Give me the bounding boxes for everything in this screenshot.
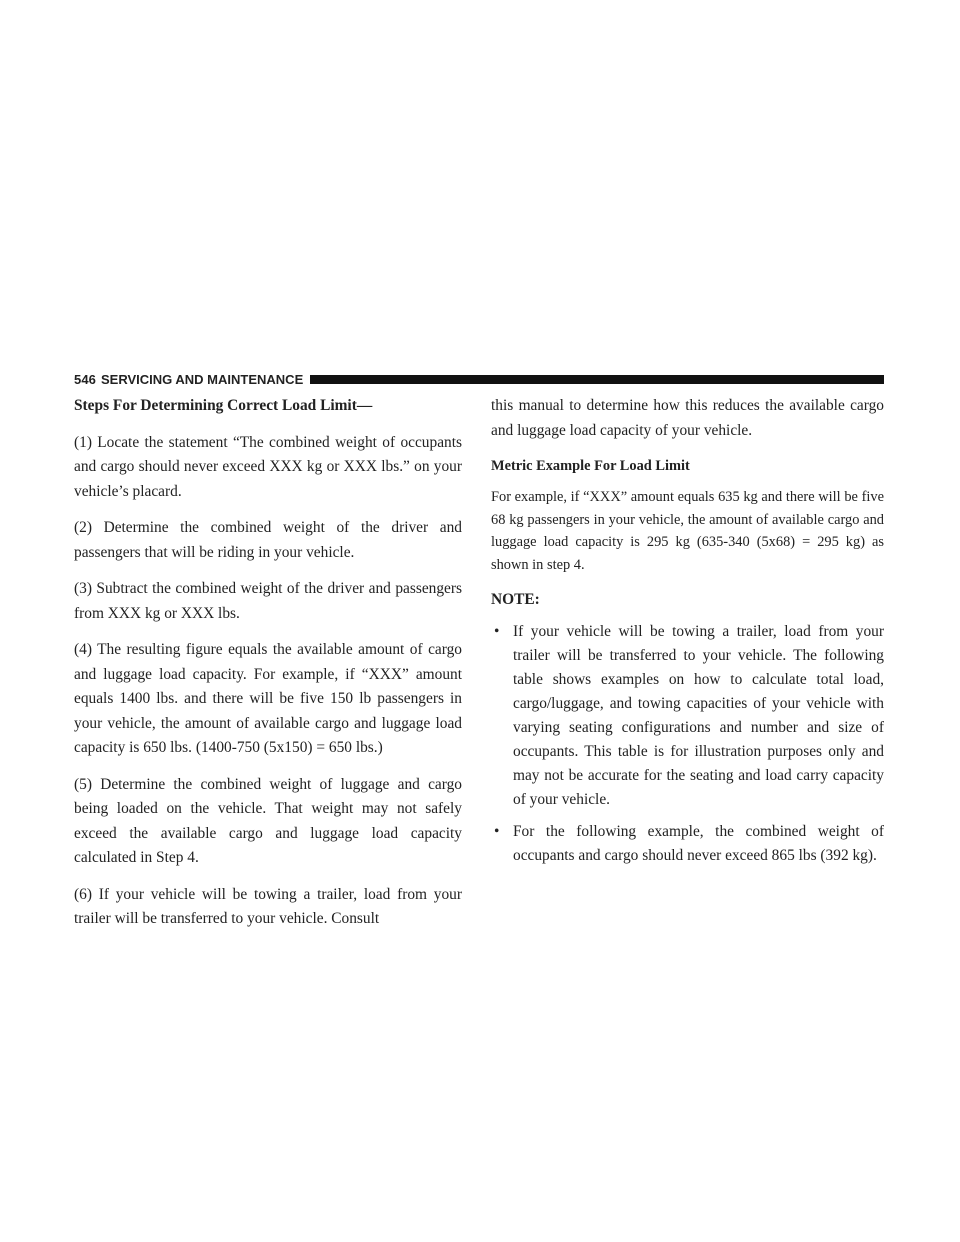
- left-column: [74, 394, 462, 944]
- step-6-paragraph: (6) If your vehicle will be towing a trailer, load from your trailer will be transferred to your vehicle. Consult: [74, 885, 462, 927]
- list-item: [491, 820, 884, 868]
- step-3-paragraph: (3) Subtract the combined weight of the driver and passengers from XXX kg or XXX lbs.: [74, 580, 462, 622]
- bullet-icon: •: [494, 823, 500, 840]
- page-header: [74, 370, 884, 388]
- note-list: [491, 620, 884, 868]
- metric-example-paragraph: For example, if “XXX” amount equals 635 kg and there will be five 68 kg passengers in your vehicle, the amount of available cargo and luggage load capacity is 295 kg (635-340 (5x68) = 295 kg) as shown in step 4.: [491, 489, 884, 573]
- list-item-text: If your vehicle will be towing a trailer, load from your trailer will be transferred to your vehicle. The following table shows examples on how to calculate total load, cargo/luggage, and towing capacities of your vehicle with varying seating configurations and number and size of occupants. This table is for illustration purposes only and may not be accurate for the seating and load carry capacity of your vehicle.: [513, 623, 884, 808]
- step-2-paragraph: (2) Determine the combined weight of the driver and passengers that will be riding in your vehicle.: [74, 519, 462, 561]
- note-title: NOTE:: [491, 591, 540, 608]
- continuation-paragraph: this manual to determine how this reduces the available cargo and luggage load capacity of your vehicle.: [491, 397, 884, 439]
- step-4-paragraph: (4) The resulting figure equals the available amount of cargo and luggage load capacity. For example, if “XXX” amount equals 1400 lbs. and there will be five 150 lb passengers in your vehicle, the amount of available cargo and luggage load capacity is 650 lbs. (1400-750 (5x150) = 650 lbs.): [74, 641, 462, 756]
- metric-example-heading: Metric Example For Load Limit: [491, 458, 690, 474]
- list-item-text: For the following example, the combined weight of occupants and cargo should never exceed 865 lbs (392 kg).: [513, 823, 884, 864]
- bullet-icon: •: [494, 623, 500, 640]
- page-number: 546: [74, 371, 96, 387]
- steps-heading: Steps For Determining Correct Load Limit—: [74, 397, 373, 414]
- list-item: [491, 620, 884, 812]
- step-1-paragraph: (1) Locate the statement “The combined weight of occupants and cargo should never exceed XXX kg or XXX lbs.” on your vehicle’s placard.: [74, 433, 462, 500]
- step-5-paragraph: (5) Determine the combined weight of luggage and cargo being loaded on the vehicle. That weight may not safely exceed the available cargo and luggage load capacity calculated in Step 4.: [74, 775, 462, 866]
- section-title: SERVICING AND MAINTENANCE: [101, 371, 304, 387]
- header-rule: [310, 375, 884, 384]
- right-column: [491, 394, 884, 876]
